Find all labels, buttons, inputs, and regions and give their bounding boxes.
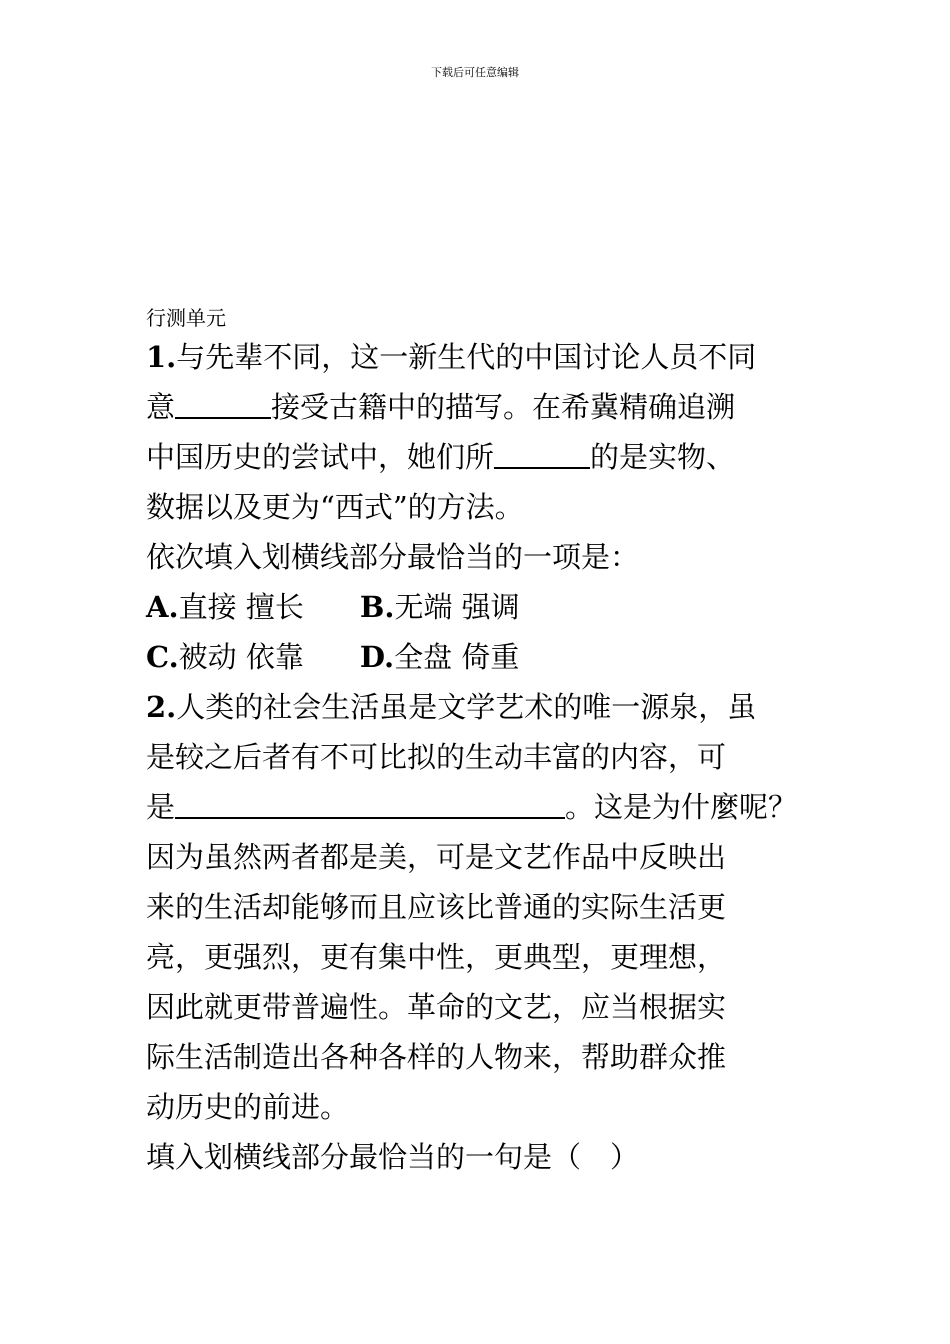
- question-text: 是: [146, 790, 176, 824]
- q2-line-8: [146, 1032, 826, 1082]
- question-text: 亮，更强烈，更有集中性，更典型，更理想，: [146, 940, 727, 974]
- question-text: 的是实物、: [590, 440, 736, 474]
- document-body: [146, 332, 826, 1182]
- question-text: 因为虽然两者都是美，可是文艺作品中反映出: [146, 840, 727, 874]
- section-title: 行测单元: [146, 306, 226, 330]
- option-letter-d: D.: [359, 640, 395, 674]
- question-number: 2.: [146, 690, 177, 724]
- question-prompt: 依次填入划横线部分最恰当的一项是：: [146, 540, 640, 574]
- q2-line-2: [146, 732, 826, 782]
- answer-blank: [175, 787, 565, 819]
- q2-line-9: [146, 1082, 826, 1132]
- question-text: 与先辈不同，这一新生代的中国讨论人员不同: [176, 340, 757, 374]
- q2-line-6: [146, 932, 826, 982]
- question-text: 意: [146, 390, 176, 424]
- question-text: 人类的社会生活虽是文学艺术的唯一源泉，虽: [176, 690, 757, 724]
- question-text: 。这是为什麼呢？: [565, 790, 798, 824]
- option-text-d: 全盘 倚重: [394, 640, 520, 674]
- question-text: 接受古籍中的描写。在希冀精确追溯: [271, 390, 736, 424]
- q2-line-5: [146, 882, 826, 932]
- option-text-c: 被动 依靠: [178, 640, 304, 674]
- q2-prompt: [146, 1132, 826, 1182]
- option-text-b: 无端 强调: [394, 590, 520, 624]
- option-letter-c: C.: [146, 640, 179, 674]
- q1-line-4: [146, 482, 826, 532]
- q1-line-3: [146, 432, 826, 482]
- q1-options-row-2: [146, 632, 826, 682]
- question-prompt: 填入划横线部分最恰当的一句是（ ）: [146, 1140, 640, 1174]
- q1-line-2: [146, 382, 826, 432]
- q2-line-3: [146, 782, 826, 832]
- answer-blank: [494, 437, 590, 469]
- option-letter-a: A.: [146, 590, 179, 624]
- q2-line-4: [146, 832, 826, 882]
- question-text: 动历史的前进。: [146, 1090, 350, 1124]
- q1-prompt: [146, 532, 826, 582]
- q1-line-1: [146, 332, 826, 382]
- question-text: 来的生活却能够而且应该比普通的实际生活更: [146, 890, 727, 924]
- question-number: 1.: [146, 340, 177, 374]
- question-text: 是较之后者有不可比拟的生动丰富的内容，可: [146, 740, 727, 774]
- question-text: 际生活制造出各种各样的人物来，帮助群众推: [146, 1040, 727, 1074]
- q2-line-7: [146, 982, 826, 1032]
- answer-blank: [175, 387, 271, 419]
- option-text-a: 直接 擅长: [178, 590, 304, 624]
- question-text: 因此就更带普遍性。革命的文艺，应当根据实: [146, 990, 727, 1024]
- q2-line-1: [146, 682, 826, 732]
- option-letter-b: B.: [359, 590, 395, 624]
- question-text: 中国历史的尝试中，她们所: [146, 440, 495, 474]
- question-text: 数据以及更为“西式”的方法。: [146, 490, 524, 524]
- q1-options-row-1: [146, 582, 826, 632]
- header-note: 下载后可任意编辑: [431, 66, 519, 79]
